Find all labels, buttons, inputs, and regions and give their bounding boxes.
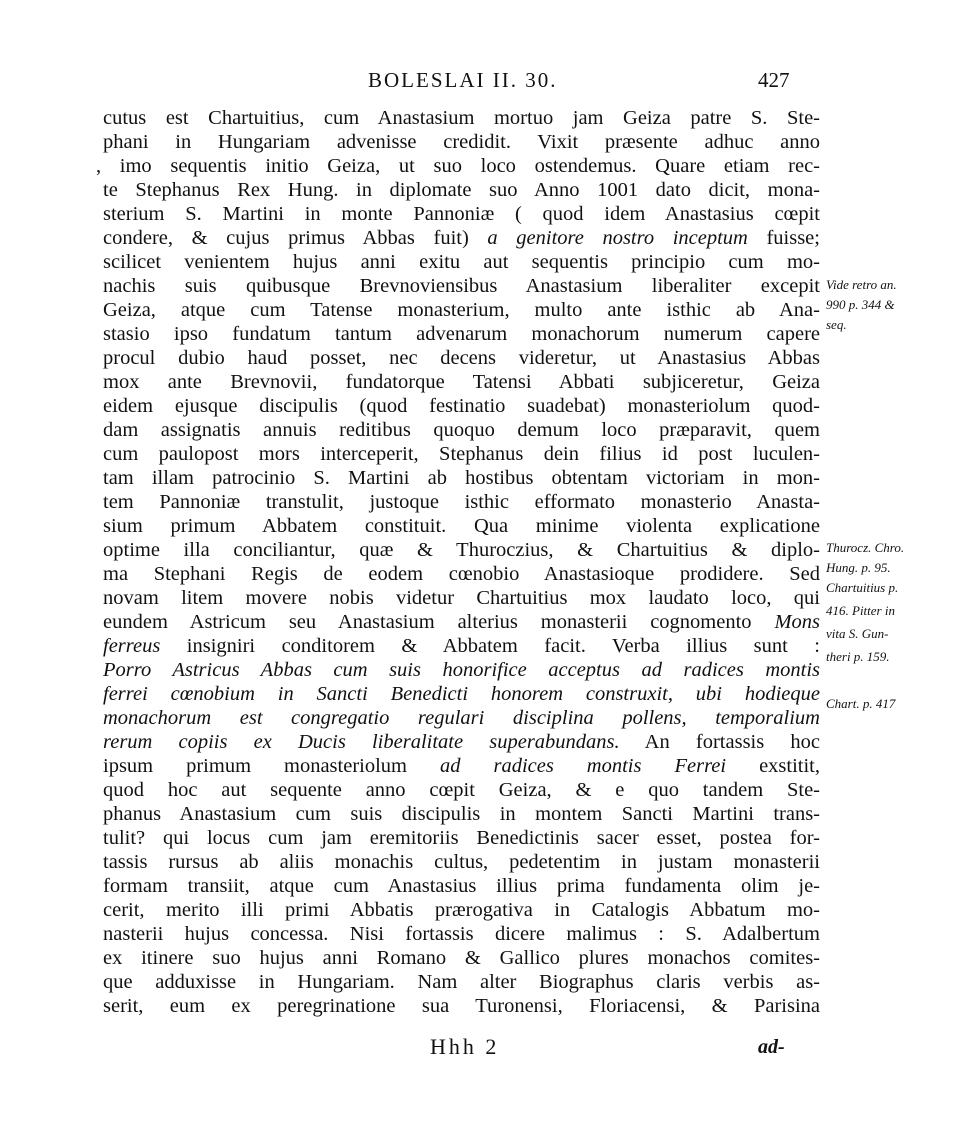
text-line: eidem ejusque discipulis (quod festinatio suadebat) monasteriolum quod-	[103, 395, 820, 417]
text-line: mox ante Brevnovii, fundatorque Tatensi Abbati subjiceretur, Geiza	[103, 371, 820, 393]
text-line: tem Pannoniæ transtulit, justoque isthic efformato monasterio Anasta-	[103, 491, 820, 513]
text-line: eundem Astricum seu Anastasium alterius monasterii cognomento Mons	[103, 611, 820, 633]
text-line: optime illa conciliantur, quæ & Thuroczius, & Chartuitius & diplo-	[103, 539, 820, 561]
margin-note: Vide retro an.	[826, 277, 897, 292]
running-head	[0, 68, 960, 102]
text-line: condere, & cujus primus Abbas fuit) a genitore nostro inceptum fuisse;	[103, 227, 820, 249]
text-line	[103, 658, 820, 682]
text-line: nasterii hujus concessa. Nisi fortassis dicere malimus : S. Adalbertum	[103, 923, 820, 945]
margin-note: Hung. p. 95.	[826, 560, 891, 575]
text-line: novam litem movere nobis videtur Chartuitius mox laudato loco, qui	[103, 587, 820, 609]
text-line: sium primum Abbatem constituit. Qua minime violenta explicatione	[103, 515, 820, 537]
text-line: quod hoc aut sequente anno cœpit Geiza, & e quo tandem Ste-	[103, 779, 820, 801]
text-line: ferreus insigniri conditorem & Abbatem facit. Verba illius sunt :	[103, 635, 820, 657]
text-line: procul dubio haud posset, nec decens videretur, ut Anastasius Abbas	[103, 347, 820, 369]
margin-note: vita S. Gun-	[826, 626, 889, 641]
text-line: tam illam patrocinio S. Martini ab hostibus obtentam victoriam in mon-	[103, 467, 820, 489]
text-line: tulit? qui locus cum jam eremitoriis Benedictinis sacer esset, postea for-	[103, 827, 820, 849]
text-line: cerit, merito illi primi Abbatis prærogativa in Catalogis Abbatum mo-	[103, 899, 820, 921]
italic-phrase: a genitore nostro inceptum	[487, 227, 748, 249]
text-line: ma Stephani Regis de eodem cœnobio Anastasioque prodidere. Sed	[103, 563, 820, 585]
italic-phrase: Porro Astricus Abbas cum suis honorifice acceptus ad radices montis	[103, 659, 820, 681]
text-line: que adduxisse in Hungariam. Nam alter Biographus claris verbis as-	[103, 971, 820, 993]
page-footer	[0, 1034, 960, 1064]
margin-note: seq.	[826, 317, 847, 332]
text-line: rerum copiis ex Ducis liberalitate superabundans. An fortassis hoc	[103, 731, 820, 753]
catchword: ad-	[758, 1036, 785, 1058]
margin-note: Chartuitius p.	[826, 580, 899, 595]
margin-note: Chart. p. 417	[826, 696, 896, 711]
text-line: phani in Hungariam advenisse credidit. Vixit præsente adhuc anno	[103, 131, 820, 153]
text-line: formam transiit, atque cum Anastasius illius prima fundamenta olim je-	[103, 875, 820, 897]
margin-note: theri p. 159.	[826, 649, 890, 664]
text-line: serit, eum ex peregrinatione sua Turonensi, Floriacensi, & Parisina	[103, 995, 820, 1017]
text-line: tassis rursus ab aliis monachis cultus, pedetentim in justam monasterii	[103, 851, 820, 873]
running-title: BOLESLAI II. 30.	[368, 68, 558, 92]
margin-note: 990 p. 344 &	[826, 297, 895, 312]
text-line: sterium S. Martini in monte Pannoniæ ( quod idem Anastasius cœpit	[103, 203, 820, 225]
italic-phrase: ferreus	[103, 635, 161, 657]
margin-note: Thurocz. Chro.	[826, 540, 905, 555]
italic-phrase: rerum copiis ex Ducis liberalitate superabundans.	[103, 731, 620, 753]
text-line: dam assignatis annuis reditibus quoquo demum loco præparavit, quem	[103, 419, 820, 441]
text-line: cum paulopost mors interceperit, Stephanus dein filius id post luculen-	[103, 443, 820, 465]
text-line	[103, 682, 820, 706]
italic-phrase: ferrei cœnobium in Sancti Benedicti honorem construxit, ubi hodieque	[103, 683, 820, 705]
italic-phrase: monachorum est congregatio regulari disciplina pollens, temporalium	[103, 707, 820, 729]
text-line: , imo sequentis initio Geiza, ut suo loco ostendemus. Quare etiam rec-	[96, 155, 820, 177]
text-line: ipsum primum monasteriolum ad radices montis Ferrei exstitit,	[103, 755, 820, 777]
text-line: scilicet venientem hujus anni exitu aut sequentis principio cum mo-	[103, 251, 820, 273]
text-line: nachis suis quibusque Brevnoviensibus Anastasium liberaliter excepit	[103, 275, 820, 297]
text-line: Geiza, atque cum Tatense monasterium, multo ante isthic ab Ana-	[103, 299, 820, 321]
italic-phrase: Mons	[774, 611, 820, 633]
signature-mark: Hhh 2	[430, 1034, 500, 1059]
text-line: ex itinere suo hujus anni Romano & Gallico plures monachos comites-	[103, 947, 820, 969]
page-number: 427	[758, 68, 790, 92]
text-line	[103, 706, 820, 730]
text-line: cutus est Chartuitius, cum Anastasium mortuo jam Geiza patre S. Ste-	[103, 107, 820, 129]
text-line: phanus Anastasium cum suis discipulis in montem Sancti Martini trans-	[103, 803, 820, 825]
margin-note: 416. Pitter in	[826, 603, 895, 618]
text-line: te Stephanus Rex Hung. in diplomate suo Anno 1001 dato dicit, mona-	[103, 179, 820, 201]
italic-phrase: ad radices montis Ferrei	[439, 755, 727, 777]
text-line: stasio ipso fundatum tantum advenarum monachorum numerum capere	[103, 323, 820, 345]
